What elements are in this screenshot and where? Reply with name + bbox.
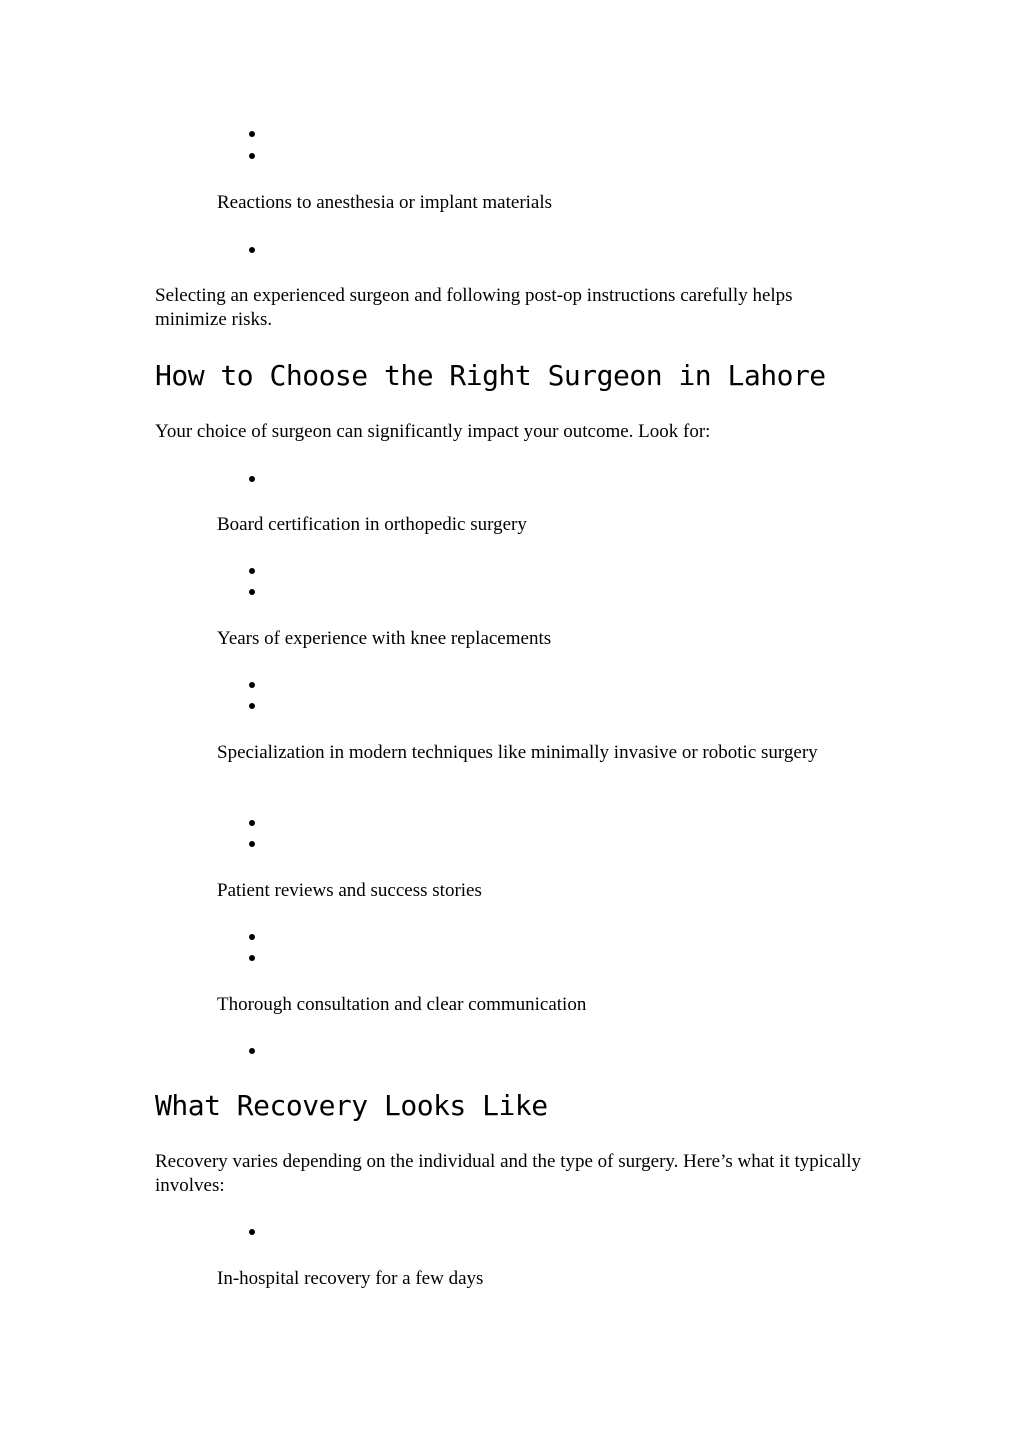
list-bullet bbox=[247, 1227, 257, 1237]
list-bullet bbox=[247, 932, 257, 942]
list-item-text: Board certification in orthopedic surgery bbox=[217, 514, 527, 535]
list-bullet bbox=[247, 839, 257, 849]
list-bullet bbox=[247, 953, 257, 963]
section-heading: How to Choose the Right Surgeon in Lahore bbox=[155, 359, 826, 392]
paragraph: Selecting an experienced surgeon and following post-op instructions carefully helps minimize risks. bbox=[155, 285, 793, 330]
list-bullet bbox=[247, 151, 257, 161]
list-bullet bbox=[247, 701, 257, 711]
list-bullet bbox=[247, 680, 257, 690]
list-bullet bbox=[247, 1046, 257, 1056]
list-bullet bbox=[247, 245, 257, 255]
list-item-text: Thorough consultation and clear communication bbox=[217, 994, 587, 1015]
list-item-text: Reactions to anesthesia or implant materials bbox=[217, 192, 553, 213]
list-item-text: Patient reviews and success stories bbox=[217, 880, 482, 901]
list-item-text: In-hospital recovery for a few days bbox=[217, 1268, 484, 1289]
list-bullet bbox=[247, 818, 257, 828]
list-item-text: Specialization in modern techniques like minimally invasive or robotic surgery bbox=[217, 742, 818, 763]
paragraph: Your choice of surgeon can significantly impact your outcome. Look for: bbox=[155, 421, 711, 442]
list-bullet bbox=[247, 566, 257, 576]
list-bullet bbox=[247, 474, 257, 484]
section-heading: What Recovery Looks Like bbox=[155, 1089, 548, 1122]
list-item-text: Years of experience with knee replacements bbox=[217, 628, 552, 649]
paragraph: Recovery varies depending on the individual and the type of surgery. Here’s what it typically involves: bbox=[155, 1151, 861, 1196]
list-bullet bbox=[247, 587, 257, 597]
list-bullet bbox=[247, 129, 257, 139]
